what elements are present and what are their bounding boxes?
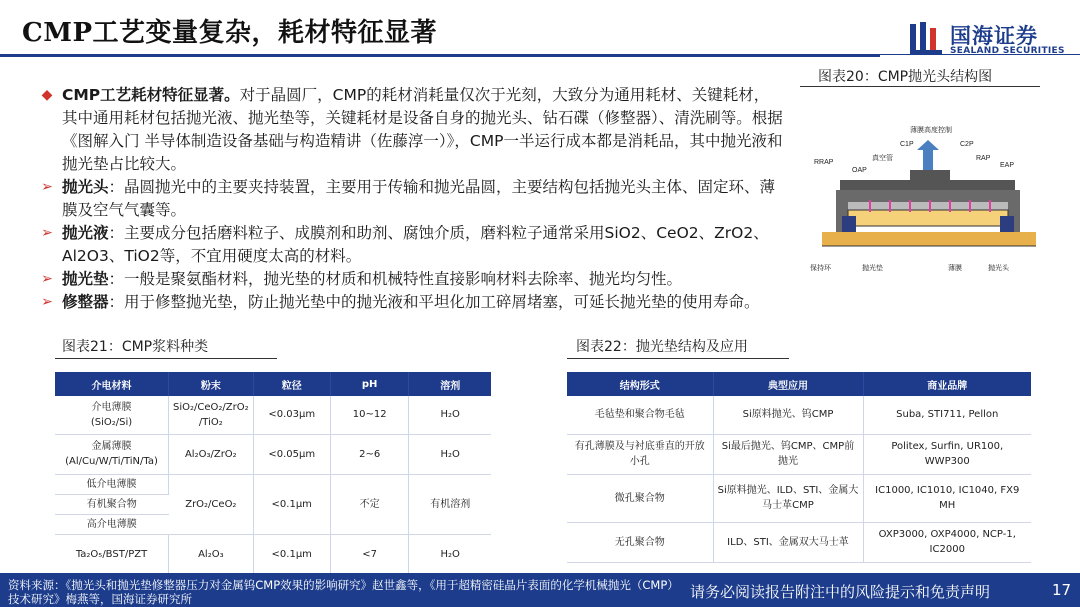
label-rap: RAP <box>976 155 991 162</box>
para-polish-head-lead: 抛光头 <box>62 178 109 196</box>
up-arrow-icon <box>917 140 939 170</box>
table-cell: 金属薄膜 (Al/Cu/W/Ti/TiN/Ta) <box>55 434 169 474</box>
table-cell: Politex, Surfin, UR100, WWP300 <box>863 434 1031 474</box>
fig20-rule <box>800 86 1040 87</box>
table-cell: Si最后抛光、钨CMP、CMP前抛光 <box>713 434 863 474</box>
para-conditioner-text: ：用于修整抛光垫，防止抛光垫中的抛光液和平坦化加工碎屑堵塞，可延长抛光垫的使用寿命。 <box>108 293 760 311</box>
table-cell: 有孔薄膜及与衬底垂直的开放小孔 <box>567 434 713 474</box>
title-divider <box>0 54 880 57</box>
footer-bar <box>0 573 1080 607</box>
arrow-bullet-icon: ➢ <box>41 271 53 287</box>
page-number: 17 <box>1052 581 1072 599</box>
diamond-bullet-icon: ◆ <box>41 87 53 103</box>
para-slurry-text: ：主要成分包括磨料粒子、成膜剂和助剂、腐蚀介质，磨料粒子通常采用SiO2、CeO2、ZrO2、Al2O3、TiO2等，不宜用硬度太高的材料。 <box>62 224 769 265</box>
label-c2p: C2P <box>960 141 974 148</box>
table-cell: Si原料抛光、ILD、STI、金属大马士革CMP <box>713 474 863 522</box>
polish-head-diagram <box>800 112 1040 282</box>
label-rrap: RRAP <box>814 159 834 166</box>
pad-table <box>567 372 1031 563</box>
table-cell: Al₂O₃ <box>169 534 254 574</box>
label-oap: OAP <box>852 167 867 174</box>
footer-disclaimer: 请务必阅读报告附注中的风险提示和免责声明 <box>690 583 991 601</box>
label-pad: 抛光垫 <box>862 265 883 272</box>
body-text <box>36 84 784 314</box>
para-pad-text: ：一般是聚氨酯材料，抛光垫的材质和机械特性直接影响材料去除率、抛光均匀性。 <box>108 270 683 288</box>
para-polish-head <box>36 176 784 222</box>
table-header-cell: 粉末 <box>169 372 254 396</box>
arrow-bullet-icon: ➢ <box>41 294 53 310</box>
label-eap: EAP <box>1000 162 1015 169</box>
page-title: CMP工艺变量复杂，耗材特征显著 <box>22 18 438 48</box>
table-row <box>567 474 1031 522</box>
table-cell: Si原料抛光、钨CMP <box>713 396 863 434</box>
table-cell: 低介电薄膜 <box>55 474 169 494</box>
fig21-rule <box>55 358 277 359</box>
table-header-cell: pH <box>330 372 409 396</box>
para-pad <box>36 268 784 291</box>
para-overview-text2: 根据《图解入门 半导体制造设备基础与构造精讲（佐藤淳一）》，CMP一半运行成本都是消耗品，其中抛光液和抛光垫占比较大。 <box>62 109 783 173</box>
table-row <box>55 534 491 574</box>
fig21-label: 图表21：CMP浆料种类 <box>62 339 209 355</box>
film-shape <box>848 210 1008 226</box>
chamber-shape <box>848 202 1008 210</box>
table-header-cell: 介电材料 <box>55 372 169 396</box>
table-cell: 2~6 <box>330 434 409 474</box>
table-cell: Al₂O₃/ZrO₂ <box>169 434 254 474</box>
footer-source: 资料来源：《抛光头和抛光垫修整器压力对金属钨CMP效果的影响研究》赵世鑫等，《用于超精密硅晶片表面的化学机械抛光（CMP）技术研究》梅燕等，国海证券研究所 <box>8 578 679 606</box>
label-control: 薄膜高度控制 <box>910 127 952 134</box>
table-row <box>55 434 491 474</box>
fig22-label: 图表22：抛光垫结构及应用 <box>576 339 748 355</box>
table-cell: H₂O <box>409 396 491 434</box>
para-conditioner <box>36 291 784 314</box>
company-logo <box>908 20 1068 60</box>
table-cell: Suba, STI711, Pellon <box>863 396 1031 434</box>
table-cell: <7 <box>330 534 409 574</box>
label-vacuum: 真空管 <box>872 155 893 162</box>
pad-shape <box>822 232 1036 246</box>
table-header-row <box>567 372 1031 396</box>
arrow-bullet-icon: ➢ <box>41 225 53 241</box>
table-cell: 有机聚合物 <box>55 494 169 514</box>
para-overview-text: 对于晶圆厂，CMP的耗材消耗量仅次于光刻，大致分为通用耗材、关键耗材，其中通用耗材包括抛光液、抛光垫等，关键耗材是设备自身的抛光头、钻石碟（修整器）、清洗刷等。 <box>62 86 770 127</box>
table-header-cell: 结构形式 <box>567 372 713 396</box>
logo-mark-icon <box>908 20 944 56</box>
table-cell: 介电薄膜 (SiO₂/Si) <box>55 396 169 434</box>
table-header-cell: 典型应用 <box>713 372 863 396</box>
fig20-label: 图表20：CMP抛光头结构图 <box>818 69 993 85</box>
logo-text-cn: 国海证券 <box>950 24 1038 48</box>
para-slurry <box>36 222 784 268</box>
table-row <box>567 434 1031 474</box>
table-cell: <0.03μm <box>253 396 330 434</box>
table-cell: OXP3000, OXP4000, NCP-1, IC2000 <box>863 522 1031 562</box>
table-cell: 毛毡垫和聚合物毛毡 <box>567 396 713 434</box>
label-c1p: C1P <box>900 141 914 148</box>
label-head: 抛光头 <box>988 265 1009 272</box>
table-cell: IC1000, IC1010, IC1040, FX9 MH <box>863 474 1031 522</box>
table-cell: H₂O <box>409 534 491 574</box>
table-row <box>567 522 1031 562</box>
slurry-table <box>55 372 491 575</box>
para-overview <box>36 84 784 176</box>
table-cell: Ta₂O₅/BST/PZT <box>55 534 169 574</box>
para-pad-lead: 抛光垫 <box>62 270 109 288</box>
table-cell: <0.1μm <box>253 474 330 534</box>
table-cell: <0.1μm <box>253 534 330 574</box>
table-cell: 不定 <box>330 474 409 534</box>
table-row <box>567 396 1031 434</box>
para-conditioner-lead: 修整器 <box>62 293 109 311</box>
logo-text-en: SEALAND SECURITIES <box>950 46 1065 56</box>
table-header-row <box>55 372 491 396</box>
fig22-rule <box>567 358 789 359</box>
label-film: 薄膜 <box>948 265 962 272</box>
table-cell: ZrO₂/CeO₂ <box>169 474 254 534</box>
table-cell: 有机溶剂 <box>409 474 491 534</box>
table-header-cell: 粒径 <box>253 372 330 396</box>
table-row <box>55 396 491 434</box>
table-cell: <0.05μm <box>253 434 330 474</box>
para-overview-lead: CMP工艺耗材特征显著。 <box>62 86 240 104</box>
label-ring: 保持环 <box>810 265 831 272</box>
arrow-bullet-icon: ➢ <box>41 179 53 195</box>
table-cell: 无孔聚合物 <box>567 522 713 562</box>
table-cell: 微孔聚合物 <box>567 474 713 522</box>
table-cell: H₂O <box>409 434 491 474</box>
table-cell: SiO₂/CeO₂/ZrO₂ /TiO₂ <box>169 396 254 434</box>
table-cell: 10~12 <box>330 396 409 434</box>
table-row <box>55 474 491 494</box>
table-header-cell: 溶剂 <box>409 372 491 396</box>
table-cell: 高介电薄膜 <box>55 514 169 534</box>
table-header-cell: 商业品牌 <box>863 372 1031 396</box>
table-cell: ILD、STI、金属双大马士革 <box>713 522 863 562</box>
head-body-shape <box>836 190 1020 202</box>
para-polish-head-text: ：晶圆抛光中的主要夹持装置，主要用于传输和抛光晶圆，主要结构包括抛光头主体、固定环、薄膜及空气气囊等。 <box>62 178 776 219</box>
para-slurry-lead: 抛光液 <box>62 224 109 242</box>
